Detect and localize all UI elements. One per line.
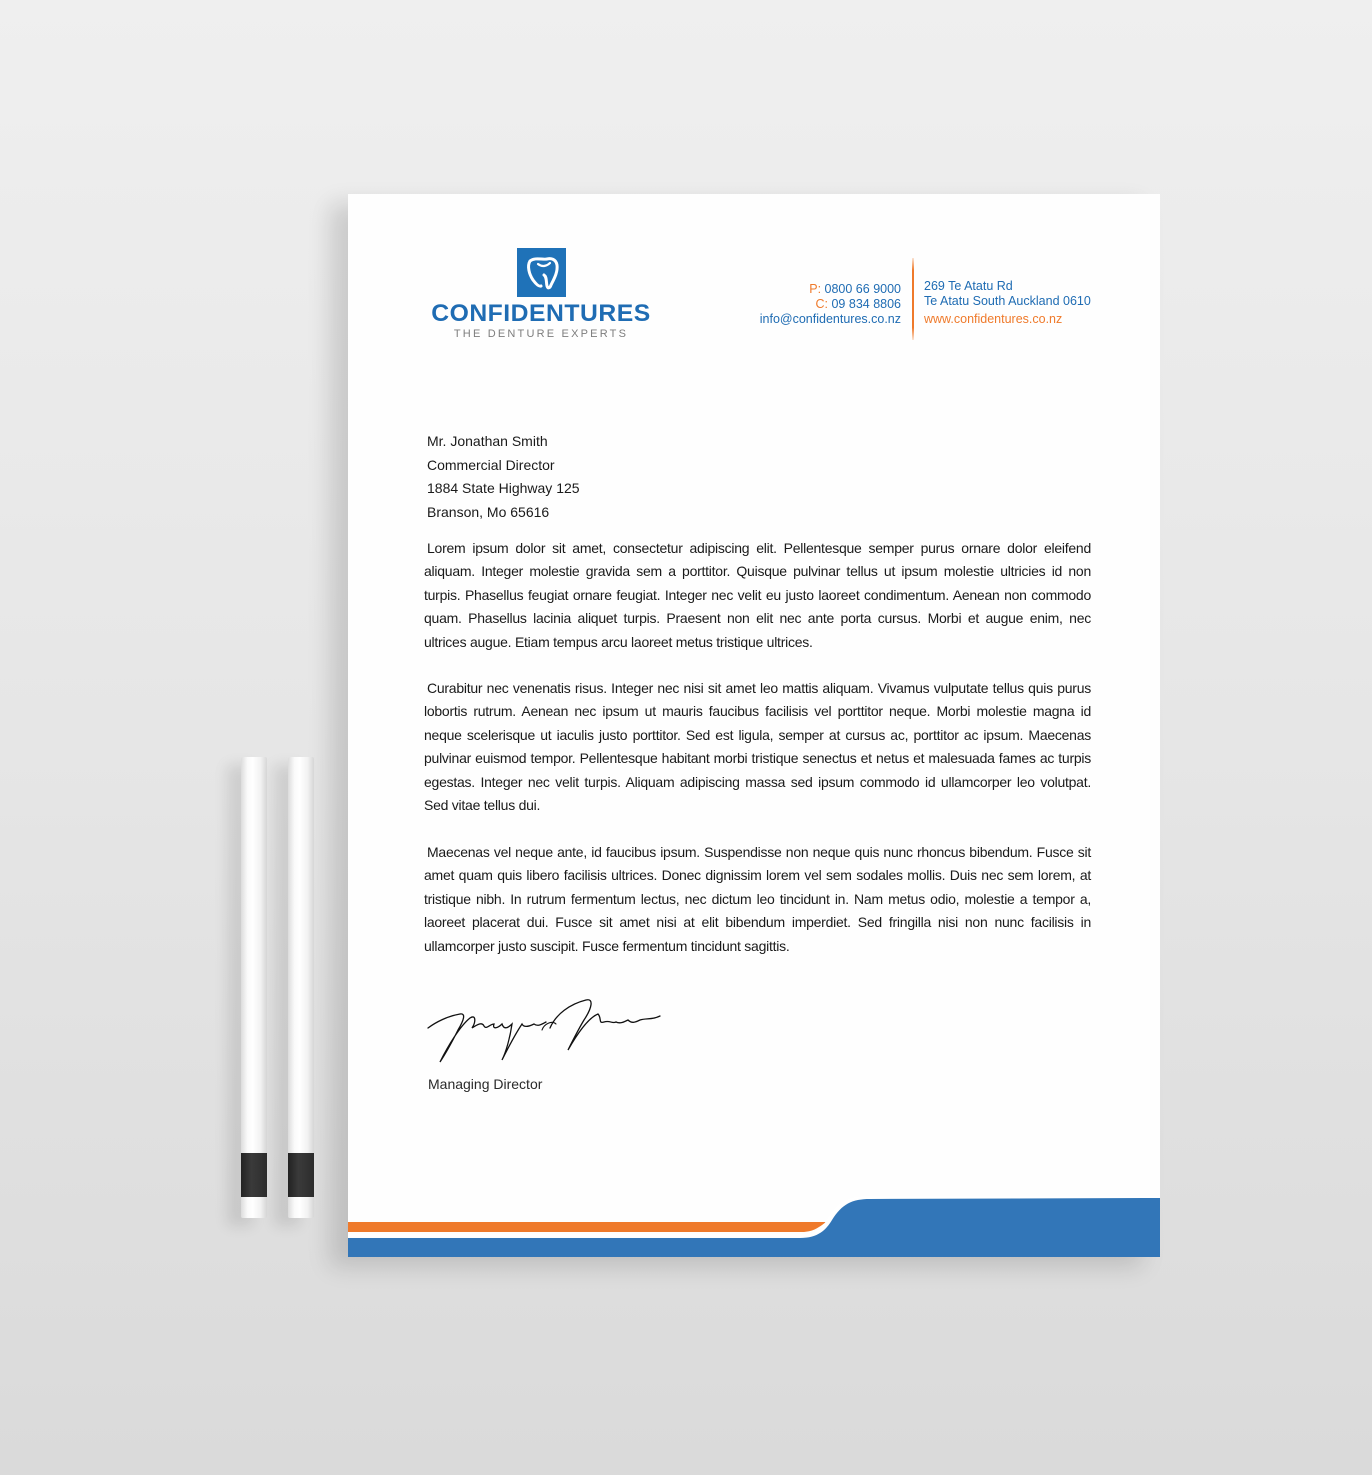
recipient-address: [427, 430, 580, 524]
address-block: [924, 279, 1091, 327]
pen-grip-band: [241, 1153, 267, 1197]
address-line-1: 269 Te Atatu Rd: [924, 279, 1013, 293]
footer-orange-stripe: [348, 1222, 826, 1232]
company-name: CONFIDENTURES: [431, 300, 651, 327]
website-url: www.confidentures.co.nz: [924, 312, 1063, 326]
letterhead-page: [348, 194, 1160, 1257]
footer-wave: [348, 1184, 1160, 1257]
contact-block: [760, 282, 901, 327]
cell-label: C:: [815, 297, 828, 311]
phone-line: [760, 282, 901, 297]
phone-number: 0800 66 9000: [824, 282, 901, 296]
recipient-street: 1884 State Highway 125: [427, 480, 580, 496]
pen-left: [241, 757, 267, 1218]
handwritten-signature: [426, 994, 666, 1069]
recipient-title: Commercial Director: [427, 456, 555, 473]
cell-number: 09 834 8806: [831, 297, 901, 311]
company-tagline: THE DENTURE EXPERTS: [453, 328, 629, 340]
pen-grip-band: [288, 1153, 314, 1197]
cell-line: [760, 297, 901, 312]
signer-title: Managing Director: [428, 1076, 543, 1092]
phone-label: P:: [809, 282, 822, 296]
pen-right: [288, 757, 314, 1218]
body-paragraph-1: Lorem ipsum dolor sit amet, consectetur adipiscing elit. Pellentesque semper purus ornare dolor eleifend aliquam. Integer molestie gravida sem a porttitor. Quisque pulvinar tellus ut ipsum molestie ultricies id non turpis. Phasellus feugiat ornare feugiat. Integer nec velit eu justo laoreet condimentum. Aenean non commodo quam. Phasellus lacinia aliquet turpis. Praesent non elit nec ante porta cursus. Morbi et augue enim, nec ultrices augue. Etiam tempus arcu laoreet metus tristique ultrices.: [424, 540, 1091, 650]
recipient-name: Mr. Jonathan Smith: [427, 433, 548, 449]
body-paragraph-3: Maecenas vel neque ante, id faucibus ipsum. Suspendisse non neque quis nunc rhoncus bibendum. Fusce sit amet quam quis libero facilisis ultrices. Donec dignissim lorem vel sem sodales mollis. Duis nec sem lorem, at tristique nibh. In rutrum fermentum lectus, nec dictum leo tincidunt in. Nam metus odio, molestie a tempor a, laoreet placerat dui. Fusce sit amet nisi at elit bibendum imperdiet. Sed fringilla nisi non nunc facilisis in ullamcorper justo suscipit. Fusce fermentum tincidunt sagittis.: [424, 844, 1091, 954]
tooth-icon: [517, 248, 566, 297]
header-divider: [912, 258, 914, 340]
email-address: info@confidentures.co.nz: [759, 312, 901, 326]
recipient-city: Branson, Mo 65616: [427, 503, 550, 520]
body-paragraph-2: Curabitur nec venenatis risus. Integer nec nisi sit amet leo mattis aliquam. Vivamus vulputate tellus quis purus lobortis rutrum. Aenean nec ipsum ut mauris faucibus facilisis vel porttitor neque. Morbi molestie magna id neque scelerisque ut iaculis justo porttitor. Sed est ligula, semper at cursus ac, porttitor ac ipsum. Maecenas pulvinar euismod tempor. Pellentesque habitant morbi tristique senectus et netus et malesuada fames ac turpis egestas. Integer nec velit turpis. Aliquam adipiscing massa sed ipsum commodo id ullamcorper leo volutpat. Sed vitae tellus dui.: [424, 680, 1091, 814]
address-line-2: Te Atatu South Auckland 0610: [924, 294, 1091, 308]
